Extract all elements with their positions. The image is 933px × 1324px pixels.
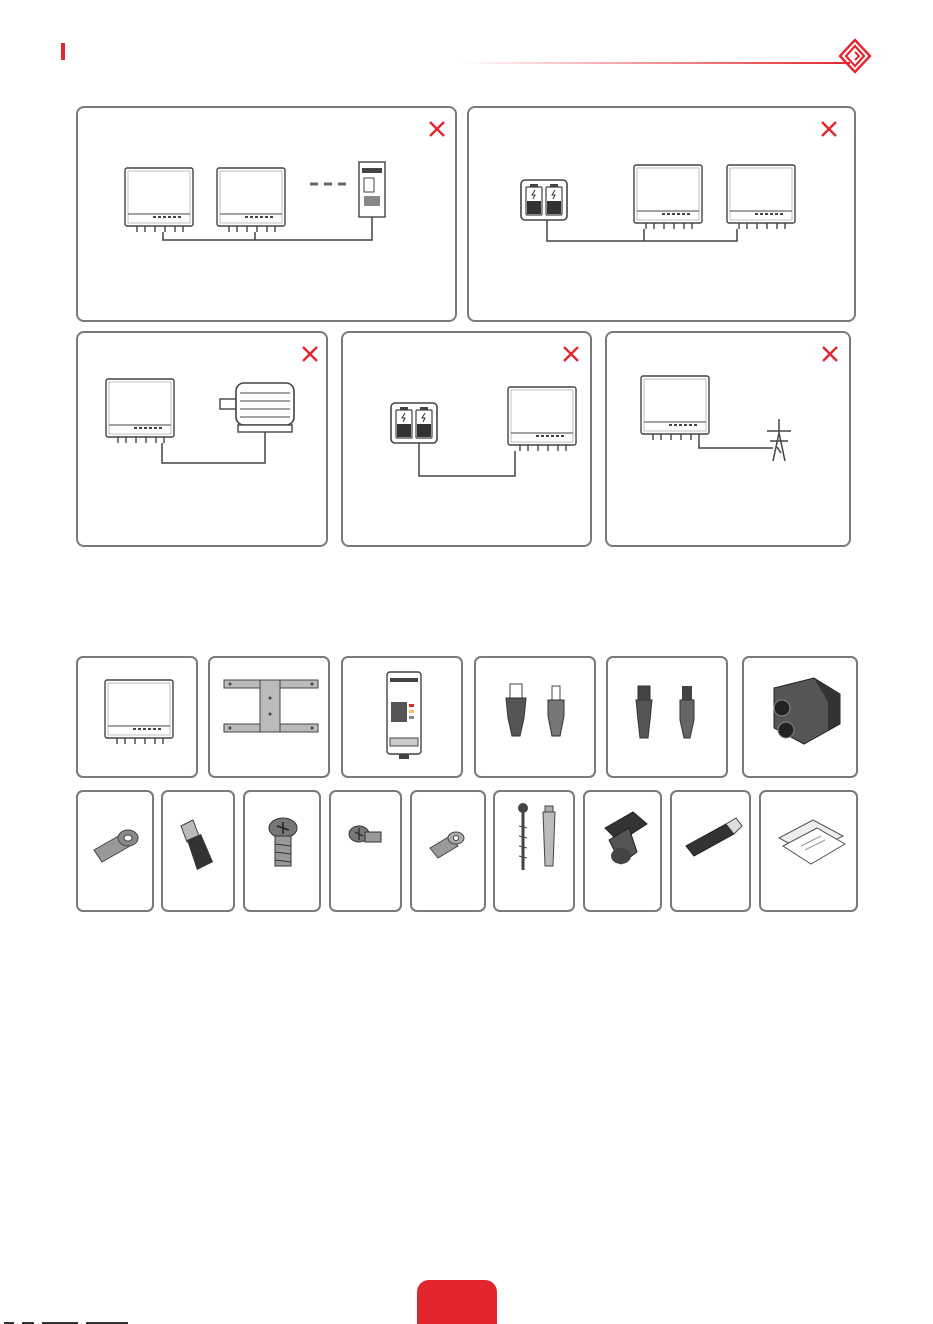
ground-terminal-icon [412, 792, 488, 914]
documents-icon [761, 792, 860, 914]
battery-connector-icon [608, 658, 730, 780]
ring-terminal-icon [78, 792, 156, 914]
cross-icon [301, 345, 319, 363]
scenario-motor-load [76, 331, 328, 547]
scenario-diagram [607, 333, 853, 549]
wifi-dongle-icon [672, 792, 753, 914]
pv-connector-icon [476, 658, 598, 780]
ground-terminal-item [410, 790, 486, 912]
pin-terminal-item [161, 790, 235, 912]
ring-terminal-item [76, 790, 154, 912]
cross-icon [821, 345, 839, 363]
scenario-diagram [469, 108, 858, 324]
documents-item [759, 790, 858, 912]
scenario-direct-grid [605, 331, 851, 547]
scenario-diagram [78, 108, 459, 324]
wifi-dongle-item [670, 790, 751, 912]
cross-icon [428, 120, 446, 138]
inverter-item [76, 656, 198, 778]
smart-meter-item [341, 656, 463, 778]
section-marker [61, 43, 65, 60]
inverter-icon [78, 658, 200, 780]
scenario-shared-battery [467, 106, 856, 322]
communication-plug-item [583, 790, 662, 912]
scenario-diagram [78, 333, 330, 549]
expansion-bolt-item [493, 790, 575, 912]
m5-screw-icon [245, 792, 323, 914]
ac-connector-cover-item [742, 656, 858, 778]
scenario-diagram [343, 333, 594, 549]
page-number-tab [417, 1280, 497, 1324]
smart-meter-icon [343, 658, 465, 780]
ac-connector-cover-icon [744, 658, 860, 780]
expansion-bolt-icon [495, 792, 577, 914]
m4-screw-item [329, 790, 402, 912]
cross-icon [562, 345, 580, 363]
scenario-battery-to-pv [341, 331, 592, 547]
pv-connector-item [474, 656, 596, 778]
header-rule [460, 62, 850, 64]
mounting-bracket-icon [210, 658, 332, 780]
communication-plug-icon [585, 792, 664, 914]
brand-logo-icon [838, 38, 872, 74]
scenario-multi-inverter-meter [76, 106, 457, 322]
cross-icon [820, 120, 838, 138]
m5-screw-item [243, 790, 321, 912]
battery-connector-item [606, 656, 728, 778]
m4-screw-icon [331, 792, 404, 914]
mounting-bracket-item [208, 656, 330, 778]
pin-terminal-icon [163, 792, 237, 914]
